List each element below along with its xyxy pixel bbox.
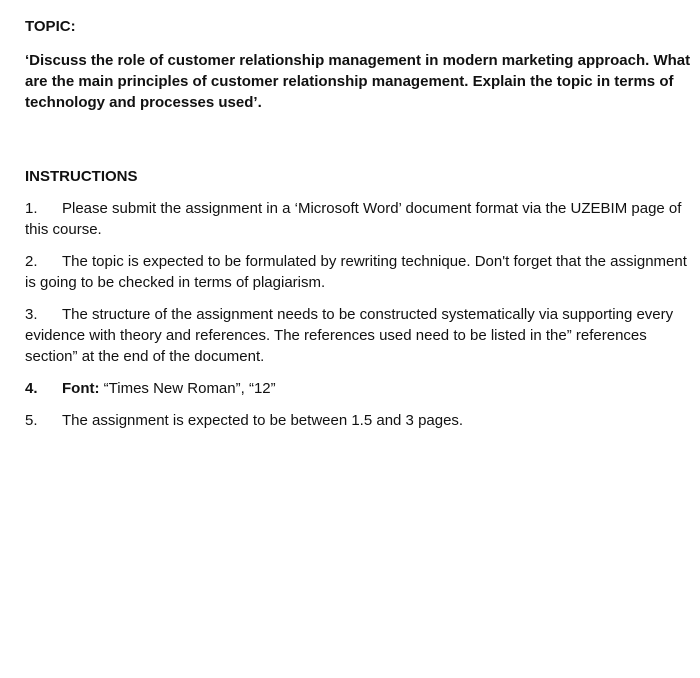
instruction-number: 4.	[25, 380, 38, 397]
topic-text: ‘Discuss the role of customer relationship management in modern marketing approach. What are the main principles of customer relationship management. Explain the topic in terms of technology and processes used’.	[25, 52, 691, 111]
instruction-item-4	[25, 378, 695, 399]
instruction-number: 1.	[25, 200, 38, 217]
instruction-text: The structure of the assignment needs to be constructed systematically via supporting every evidence with theory and references. The references used need to be listed in the” references section” at the end of the document.	[25, 306, 674, 365]
instruction-number: 3.	[25, 306, 38, 323]
font-label: Font:	[62, 380, 100, 397]
instruction-item-1	[25, 198, 695, 240]
instruction-number: 5.	[25, 412, 38, 429]
instruction-text: Please submit the assignment in a ‘Microsoft Word’ document format via the UZEBIM page of this course.	[25, 200, 682, 238]
document-page	[25, 16, 695, 442]
instruction-item-5	[25, 410, 695, 431]
instruction-item-2	[25, 251, 695, 293]
instruction-text: The assignment is expected to be between 1.5 and 3 pages.	[62, 412, 464, 429]
instructions-heading: INSTRUCTIONS	[25, 168, 138, 185]
instruction-text: “Times New Roman”, “12”	[99, 380, 276, 397]
topic-heading: TOPIC:	[25, 18, 76, 35]
instruction-text: The topic is expected to be formulated by rewriting technique. Don't forget that the assignment is going to be checked in terms of plagiarism.	[25, 253, 687, 291]
instruction-item-3	[25, 304, 695, 367]
instruction-number: 2.	[25, 253, 38, 270]
